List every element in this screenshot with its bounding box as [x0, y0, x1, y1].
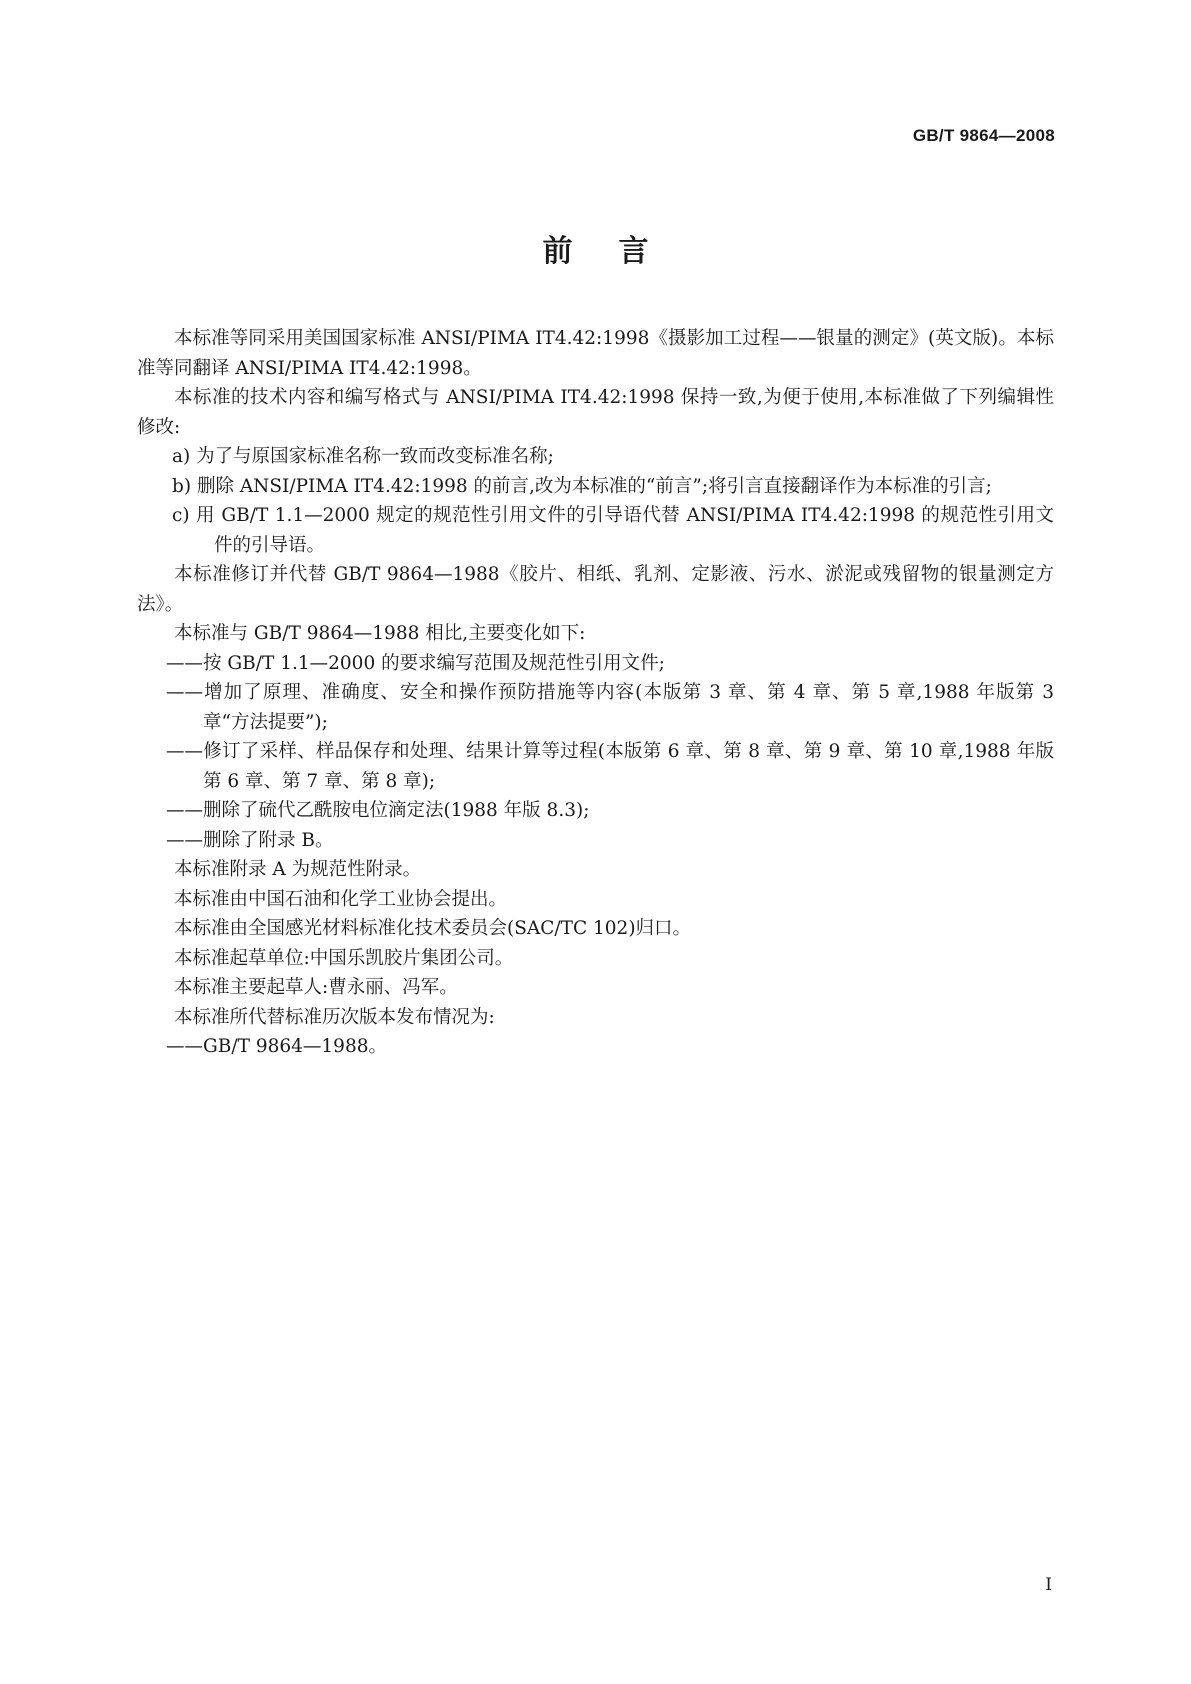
dash-item-deleted-method: ——删除了硫代乙酰胺电位滴定法(1988 年版 8.3); — [166, 800, 590, 821]
paragraph-supersedes: 本标准修订并代替 GB/T 9864—1988《胶片、相纸、乳剂、定影液、污水、淤泥或残留物的银量测定方法》。 — [137, 564, 1054, 615]
paragraph-annex: 本标准附录 A 为规范性附录。 — [174, 859, 422, 880]
document-body — [137, 324, 1054, 1062]
paragraph-proposed-by: 本标准由中国石油和化学工业协会提出。 — [174, 888, 508, 910]
list-item-b: b) 删除 ANSI/PIMA IT4.42:1998 的前言,改为本标准的“前言”;将引言直接翻译作为本标准的引言; — [172, 475, 992, 497]
paragraph-drafting-unit: 本标准起草单位:中国乐凯胶片集团公司。 — [174, 947, 514, 969]
dash-item-added: ——增加了原理、准确度、安全和操作预防措施等内容(本版第 3 章、第 4 章、第 5 章,1988 年版第 3 章“方法提要”); — [166, 682, 1054, 733]
page-number: I — [1045, 1575, 1052, 1595]
paragraph-adoption: 本标准等同采用美国国家标准 ANSI/PIMA IT4.42:1998《摄影加工过程——银量的测定》(英文版)。本标准等同翻译 ANSI/PIMA IT4.42:1998。 — [137, 328, 1054, 379]
page-title: 前言 — [542, 234, 695, 269]
paragraph-previous-editions: 本标准所代替标准历次版本发布情况为: — [174, 1006, 495, 1028]
dash-item-deleted-annex: ——删除了附录 B。 — [166, 829, 334, 851]
paragraph-main-changes: 本标准与 GB/T 9864—1988 相比,主要变化如下: — [174, 623, 586, 644]
list-item-a: a) 为了与原国家标准名称一致而改变标准名称; — [172, 446, 554, 467]
paragraph-responsible-committee: 本标准由全国感光材料标准化技术委员会(SAC/TC 102)归口。 — [174, 918, 692, 939]
dash-item-scope: ——按 GB/T 1.1—2000 的要求编写范围及规范性引用文件; — [166, 652, 665, 674]
standard-number: GB/T 9864—2008 — [912, 126, 1055, 145]
paragraph-drafters: 本标准主要起草人:曹永丽、冯军。 — [174, 977, 458, 998]
dash-item-revised: ——修订了采样、样品保存和处理、结果计算等过程(本版第 6 章、第 8 章、第 9 章、第 10 章,1988 年版第 6 章、第 7 章、第 8 章); — [166, 741, 1054, 792]
list-item-c: c) 用 GB/T 1.1—2000 规定的规范性引用文件的引导语代替 ANSI/PIMA IT4.42:1998 的规范性引用文件的引导语。 — [172, 505, 1054, 556]
dash-item-previous-edition: ——GB/T 9864—1988。 — [166, 1036, 387, 1057]
paragraph-editorial-changes: 本标准的技术内容和编写格式与 ANSI/PIMA IT4.42:1998 保持一致,为便于使用,本标准做了下列编辑性修改: — [137, 387, 1054, 438]
